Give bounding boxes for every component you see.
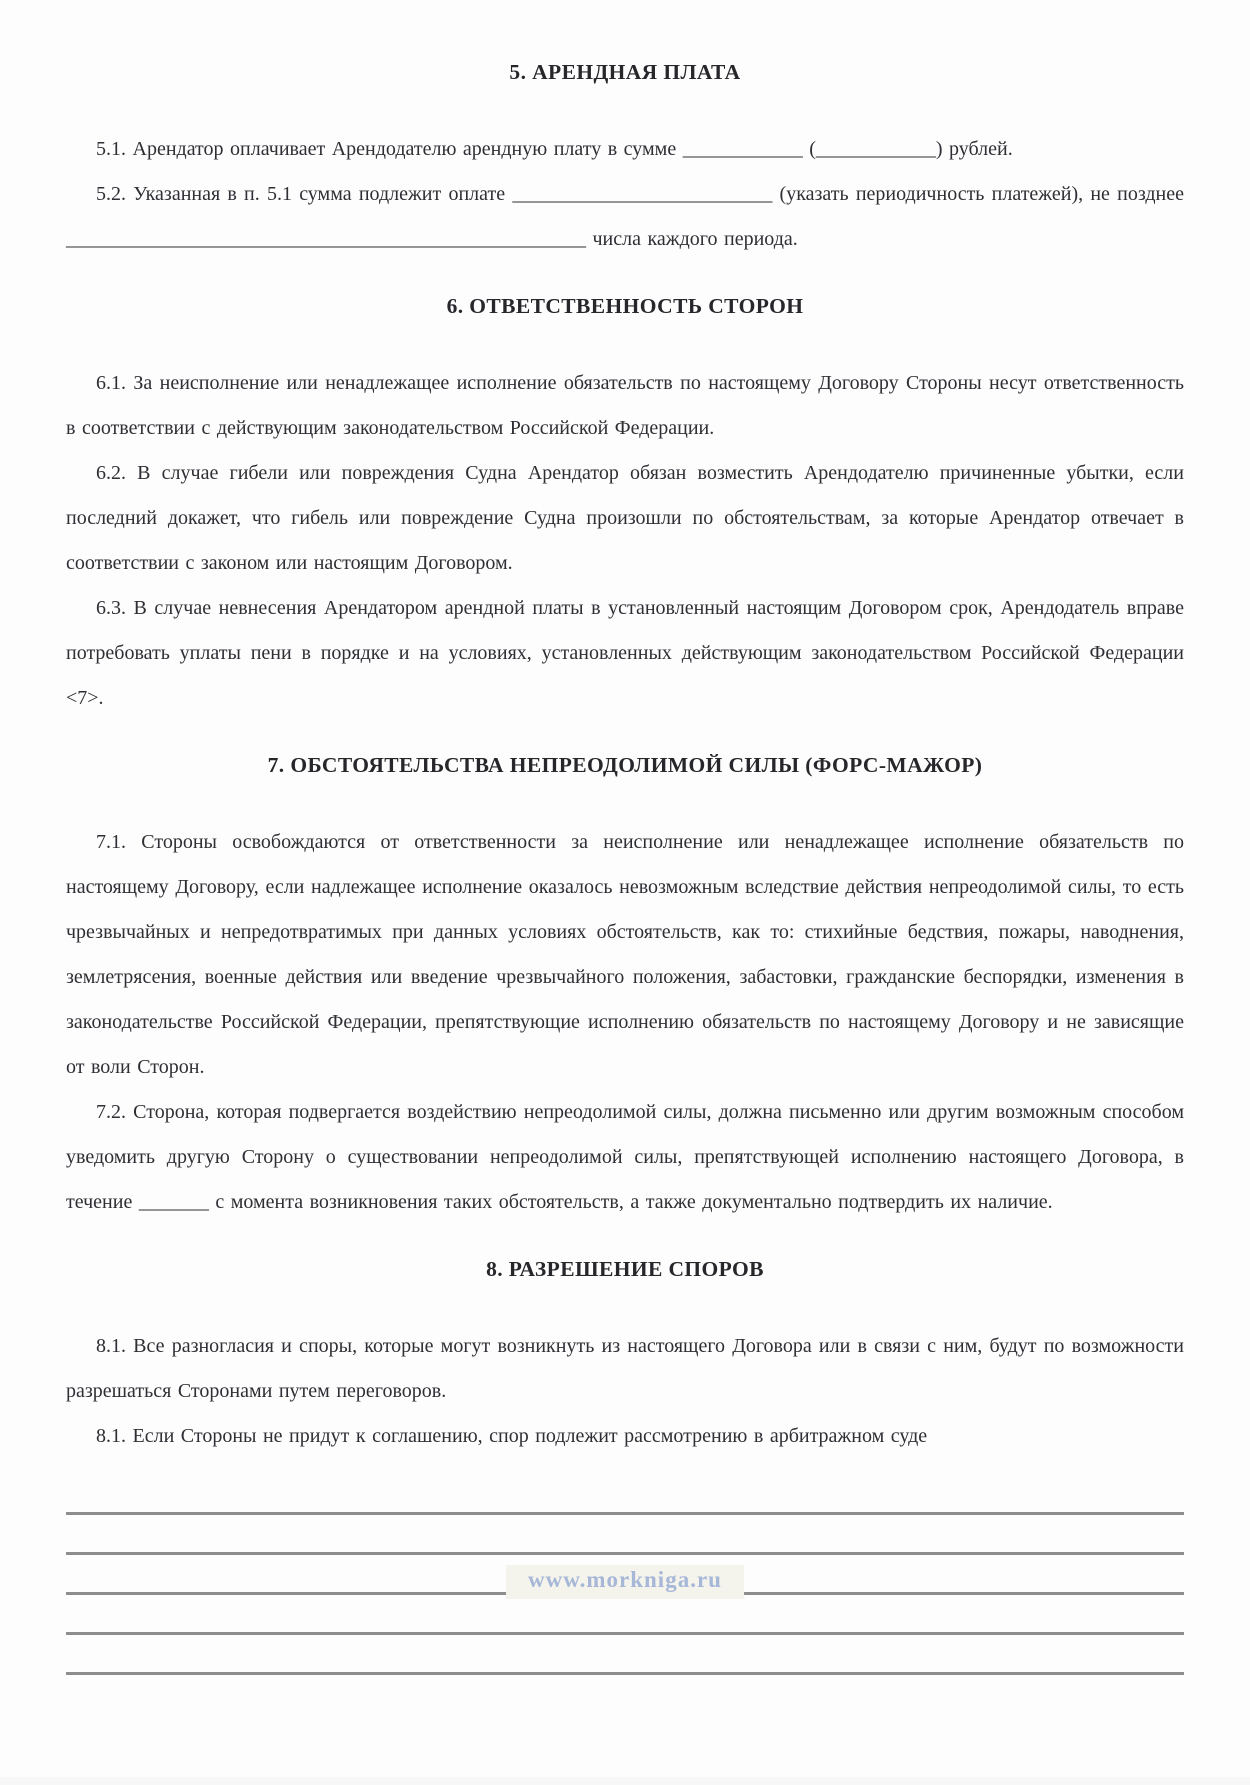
contract-paragraph: 7.2. Сторона, которая подвергается воздействию непреодолимой силы, должна письменно или другим возможным способом уведомить другую Сторону о существовании непреодолимой силы, препятствующей исполнению настоящего Договора, в течение _______ с момента возникновения таких обстоятельств, а также документально подтвердить их наличие. (66, 1101, 1184, 1213)
page-bottom-strip (0, 1777, 1250, 1785)
blank-line (66, 1475, 1184, 1515)
contract-paragraph: 6.2. В случае гибели или повреждения Судна Арендатор обязан возместить Арендодателю причиненные убытки, если последний докажет, что гибель или повреждение Судна произошли по обстоятельствам, за которые Арендатор отвечает в соответствии с законом или настоящим Договором. (66, 462, 1184, 574)
section-dispute-resolution (66, 1257, 1184, 1459)
contract-paragraph: 7.1. Стороны освобождаются от ответственности за неисполнение или ненадлежащее исполнение обязательств по настоящему Договору, если надлежащее исполнение оказалось невозможным вследствие действия непреодолимой силы, то есть чрезвычайных и непредотвратимых при данных условиях обстоятельств, как то: стихийные бедствия, пожары, наводнения, землетрясения, военные действия или введение чрезвычайного положения, забастовки, гражданские беспорядки, изменения в законодательстве Российской Федерации, препятствующие исполнению обязательств по настоящему Договору и не зависящие от воли Сторон. (66, 831, 1184, 1078)
contract-paragraph: 6.1. За неисполнение или ненадлежащее исполнение обязательств по настоящему Договору Стороны несут ответственность в соответствии с действующим законодательством Российской Федерации. (66, 372, 1184, 439)
blank-line (66, 1595, 1184, 1635)
section-liability (66, 294, 1184, 721)
contract-paragraph: 8.1. Все разногласия и споры, которые могут возникнуть из настоящего Договора или в связи с ним, будут по возможности разрешаться Сторонами путем переговоров. (66, 1335, 1184, 1402)
blank-line (66, 1635, 1184, 1675)
contract-paragraph: 5.2. Указанная в п. 5.1 сумма подлежит оплате __________________________ (указать периодичность платежей), не позднее ____________________________________________________ числа каждого периода. (66, 183, 1184, 250)
section-heading: 8. РАЗРЕШЕНИЕ СПОРОВ (486, 1257, 764, 1281)
contract-paragraph: 8.1. Если Стороны не придут к соглашению, спор подлежит рассмотрению в арбитражном суде (96, 1425, 928, 1447)
section-heading: 6. ОТВЕТСТВЕННОСТЬ СТОРОН (446, 294, 804, 318)
watermark: www.morkniga.ru (506, 1565, 744, 1599)
contract-paragraph: 6.3. В случае невнесения Арендатором арендной платы в установленный настоящим Договором срок, Арендодатель вправе потребовать уплаты пени в порядке и на условиях, установленных действующим законодательством Российской Федерации <7>. (66, 597, 1184, 709)
contract-paragraph: 5.1. Арендатор оплачивает Арендодателю арендную плату в сумме ____________ (____________) рублей. (96, 138, 1013, 160)
section-heading: 7. ОБСТОЯТЕЛЬСТВА НЕПРЕОДОЛИМОЙ СИЛЫ (ФОРС-МАЖОР) (267, 753, 983, 777)
blank-write-in-lines (66, 1475, 1184, 1675)
section-rent-payment (66, 60, 1184, 262)
blank-line (66, 1515, 1184, 1555)
section-force-majeure (66, 753, 1184, 1225)
section-heading: 5. АРЕНДНАЯ ПЛАТА (509, 60, 741, 84)
